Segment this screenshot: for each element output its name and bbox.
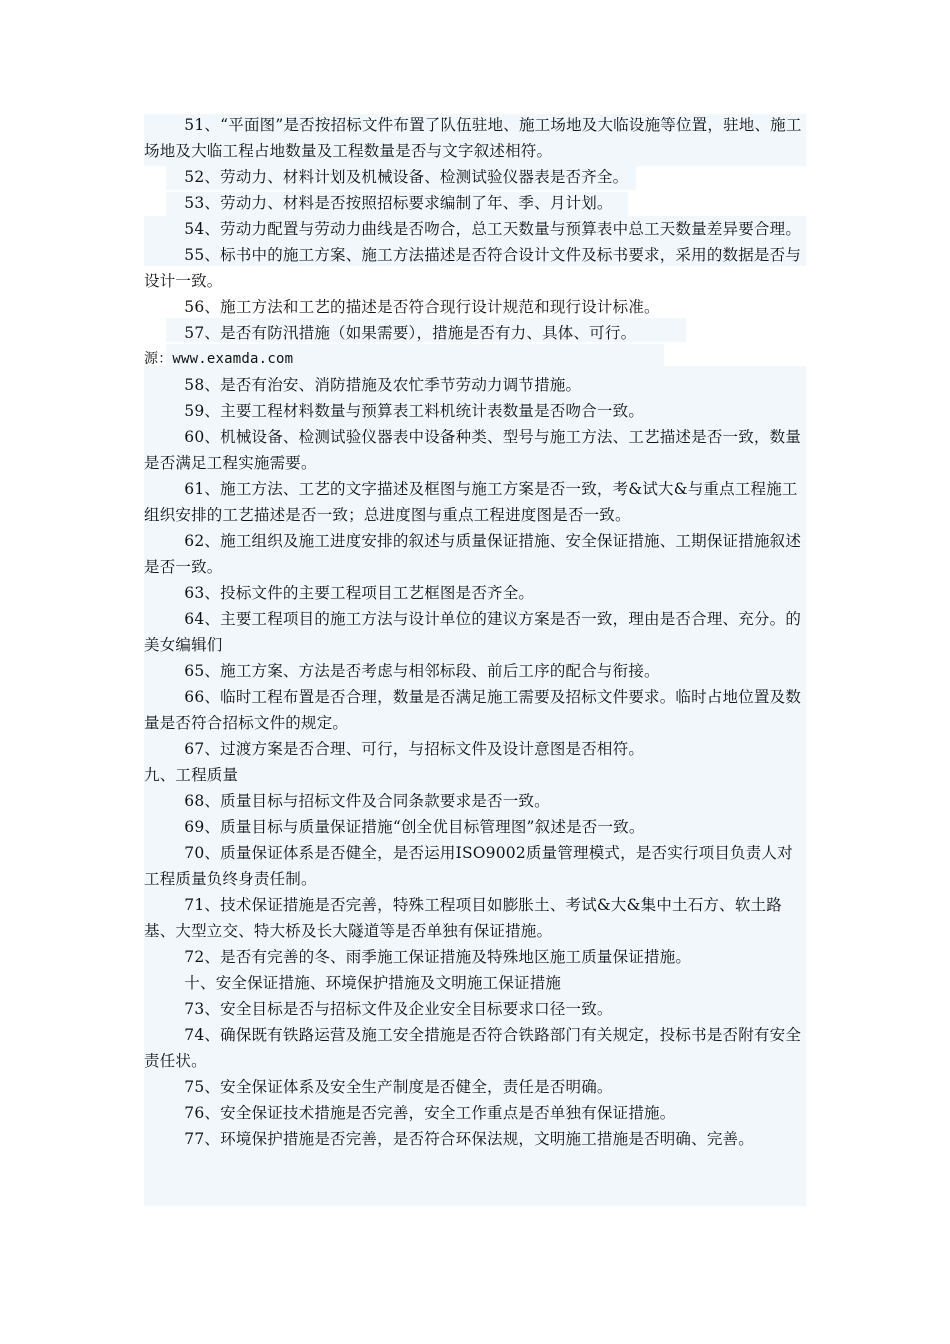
paragraph-57: 57、是否有防汛措施（如果需要），措施是否有力、具体、可行。 xyxy=(184,324,637,342)
paragraph-52: 52、劳动力、材料计划及机械设备、检测试验仪器表是否齐全。 xyxy=(184,168,629,186)
paragraph-54: 54、劳动力配置与劳动力曲线是否吻合，总工天数量与预算表中总工天数量差异要合理。 xyxy=(184,220,802,238)
paragraph-65: 65、施工方案、方法是否考虑与相邻标段、前后工序的配合与衔接。 xyxy=(184,662,660,680)
paragraph-63: 63、投标文件的主要工程项目工艺框图是否齐全。 xyxy=(184,584,535,602)
paragraph-76: 76、安全保证技术措施是否完善，安全工作重点是否单独有保证措施。 xyxy=(184,1104,676,1122)
paragraph-58: 58、是否有治安、消防措施及农忙季节劳动力调节措施。 xyxy=(184,376,582,394)
paragraph-53: 53、劳动力、材料是否按照招标要求编制了年、季、月计划。 xyxy=(184,194,613,212)
paragraph-55: 55、标书中的施工方案、施工方法描述是否符合设计文件及标书要求，采用的数据是否与设计一致。 xyxy=(144,246,802,290)
paragraph-62: 62、施工组织及施工进度安排的叙述与质量保证措施、安全保证措施、工期保证措施叙述是否一致。 xyxy=(144,532,802,576)
paragraph-51: 51、“平面图”是否按招标文件布置了队伍驻地、施工场地及大临设施等位置，驻地、施工场地及大临工程占地数量及工程数量是否与文字叙述相符。 xyxy=(144,116,802,160)
paragraph-77: 77、环境保护措施是否完善，是否符合环保法规，文明施工措施是否明确、完善。 xyxy=(184,1130,754,1148)
paragraph-75: 75、安全保证体系及安全生产制度是否健全，责任是否明确。 xyxy=(184,1078,613,1096)
paragraph-73: 73、安全目标是否与招标文件及企业安全目标要求口径一致。 xyxy=(184,1000,613,1018)
paragraph-69: 69、质量目标与质量保证措施“创全优目标管理图”叙述是否一致。 xyxy=(184,818,645,836)
paragraph-71: 71、技术保证措施是否完善，特殊工程项目如膨胀土、考试&大&集中土石方、软土路基、大型立交、特大桥及长大隧道等是否单独有保证措施。 xyxy=(144,896,782,940)
source-line: 源：www.examda.com xyxy=(144,351,294,367)
paragraph-60: 60、机械设备、检测试验仪器表中设备种类、型号与施工方法、工艺描述是否一致，数量是否满足工程实施需要。 xyxy=(144,428,802,472)
section-heading-safety: 十、安全保证措施、环境保护措施及文明施工保证措施 xyxy=(184,974,562,992)
paragraph-72: 72、是否有完善的冬、雨季施工保证措施及特殊地区施工质量保证措施。 xyxy=(184,948,692,966)
paragraph-64: 64、主要工程项目的施工方法与设计单位的建议方案是否一致，理由是否合理、充分。的美女编辑们 xyxy=(144,610,802,654)
paragraph-59: 59、主要工程材料数量与预算表工料机统计表数量是否吻合一致。 xyxy=(184,402,645,420)
paragraph-74: 74、确保既有铁路运营及施工安全措施是否符合铁路部门有关规定，投标书是否附有安全责任状。 xyxy=(144,1026,802,1070)
section-heading-quality: 九、工程质量 xyxy=(144,766,239,784)
paragraph-70: 70、质量保证体系是否健全，是否运用ISO9002质量管理模式，是否实行项目负责人对工程质量负终身责任制。 xyxy=(144,844,793,888)
paragraph-66: 66、临时工程布置是否合理，数量是否满足施工需要及招标文件要求。临时占地位置及数量是否符合招标文件的规定。 xyxy=(144,688,802,732)
paragraph-56: 56、施工方法和工艺的描述是否符合现行设计规范和现行设计标准。 xyxy=(184,298,660,316)
paragraph-67: 67、过渡方案是否合理、可行，与招标文件及设计意图是否相符。 xyxy=(184,740,645,758)
paragraph-61: 61、施工方法、工艺的文字描述及框图与施工方案是否一致，考&试大&与重点工程施工组织安排的工艺描述是否一致；总进度图与重点工程进度图是否一致。 xyxy=(144,480,798,524)
document-body xyxy=(144,112,806,1152)
paragraph-68: 68、质量目标与招标文件及合同条款要求是否一致。 xyxy=(184,792,550,810)
